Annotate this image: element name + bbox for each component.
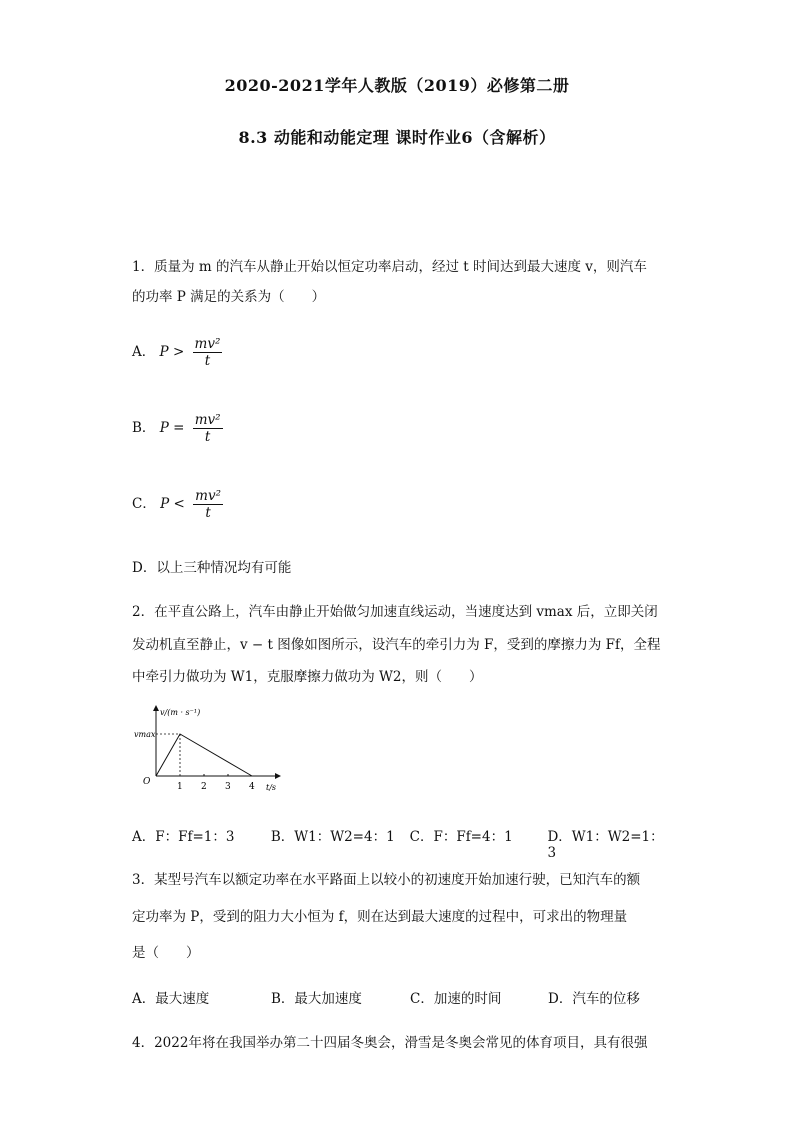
q2-option-c: C．F：Ff=4：1: [409, 829, 513, 845]
x-axis-label: t/s: [266, 783, 277, 792]
q1-option-a: [132, 336, 222, 369]
x-tick-label: 2: [201, 782, 207, 792]
option-label: A．: [132, 344, 156, 360]
vt-curve: [156, 734, 252, 776]
q4-stem-line1: 4．2022年将在我国举办第二十四届冬奥会，滑雪是冬奥会常见的体育项目，具有很强: [132, 1035, 648, 1051]
q2-option-d: D．W1：W2=1：3: [547, 829, 664, 861]
vt-graph: [128, 700, 288, 800]
q1-option-b: [132, 412, 223, 445]
q1-stem-line1: 1．质量为 m 的汽车从静止开始以恒定功率启动，经过 t 时间达到最大速度 v，则汽车: [132, 259, 647, 275]
power-symbol: P: [159, 344, 169, 360]
q1-stem-line2: 的功率 P 满足的关系为（ ）: [132, 289, 326, 305]
fraction-denominator: t: [204, 353, 211, 369]
fraction-numerator: mv²: [194, 336, 221, 352]
option-label: B．: [132, 420, 156, 436]
relation-operator: >: [172, 344, 185, 360]
q3-option-a: A．最大速度: [132, 991, 210, 1007]
q2-stem-line1: 2．在平直公路上，汽车由静止开始做匀加速直线运动，当速度达到 vmax 后，立即关闭: [132, 604, 658, 620]
y-axis-label: v/(m · s⁻¹): [160, 708, 201, 717]
fraction-denominator: t: [205, 505, 211, 521]
q1-option-c: [132, 488, 223, 521]
q2-stem-line2: 发动机直至静止，v − t 图像如图所示，设汽车的牵引力为 F，受到的摩擦力为 Ff，全程: [132, 637, 661, 653]
q3-stem-line3: 是（ ）: [132, 945, 200, 961]
fraction-numerator: mv²: [194, 412, 221, 428]
q3-option-c: C．加速的时间: [410, 991, 502, 1007]
x-tick-label: 4: [249, 782, 255, 792]
option-label: C．: [132, 496, 156, 512]
power-symbol: P: [160, 496, 170, 512]
q3-stem-line1: 3．某型号汽车以额定功率在水平路面上以较小的初速度开始加速行驶，已知汽车的额: [132, 872, 641, 888]
q3-option-b: B．最大加速度: [271, 991, 362, 1007]
q2-option-a: A．F：Ff=1：3: [132, 829, 235, 845]
fraction-denominator: t: [204, 429, 211, 445]
vmax-label: vmax: [134, 730, 156, 739]
origin-label: O: [143, 777, 151, 787]
q1-option-d: D．以上三种情况均有可能: [132, 560, 292, 576]
x-tick-label: 3: [225, 782, 231, 792]
x-tick-label: 1: [177, 782, 183, 792]
fraction: [193, 412, 223, 445]
q2-stem-line3: 中牵引力做功为 W1，克服摩擦力做功为 W2，则（ ）: [132, 669, 483, 685]
fraction-numerator: mv²: [195, 488, 221, 504]
q3-options: [132, 987, 672, 1007]
q2-options: [132, 825, 672, 861]
q3-option-d: D．汽车的位移: [548, 991, 640, 1007]
q2-option-b: B．W1：W2=4：1: [270, 829, 395, 845]
relation-operator: <: [173, 496, 185, 512]
relation-operator: =: [173, 420, 185, 436]
document-subtitle: 8.3 动能和动能定理 课时作业6（含解析）: [238, 128, 556, 147]
fraction: [193, 488, 223, 521]
fraction: [193, 336, 223, 369]
document-title: 2020-2021学年人教版（2019）必修第二册: [224, 76, 570, 95]
power-symbol: P: [159, 420, 169, 436]
q3-stem-line2: 定功率为 P，受到的阻力大小恒为 f，则在达到最大速度的过程中，可求出的物理量: [132, 909, 628, 925]
